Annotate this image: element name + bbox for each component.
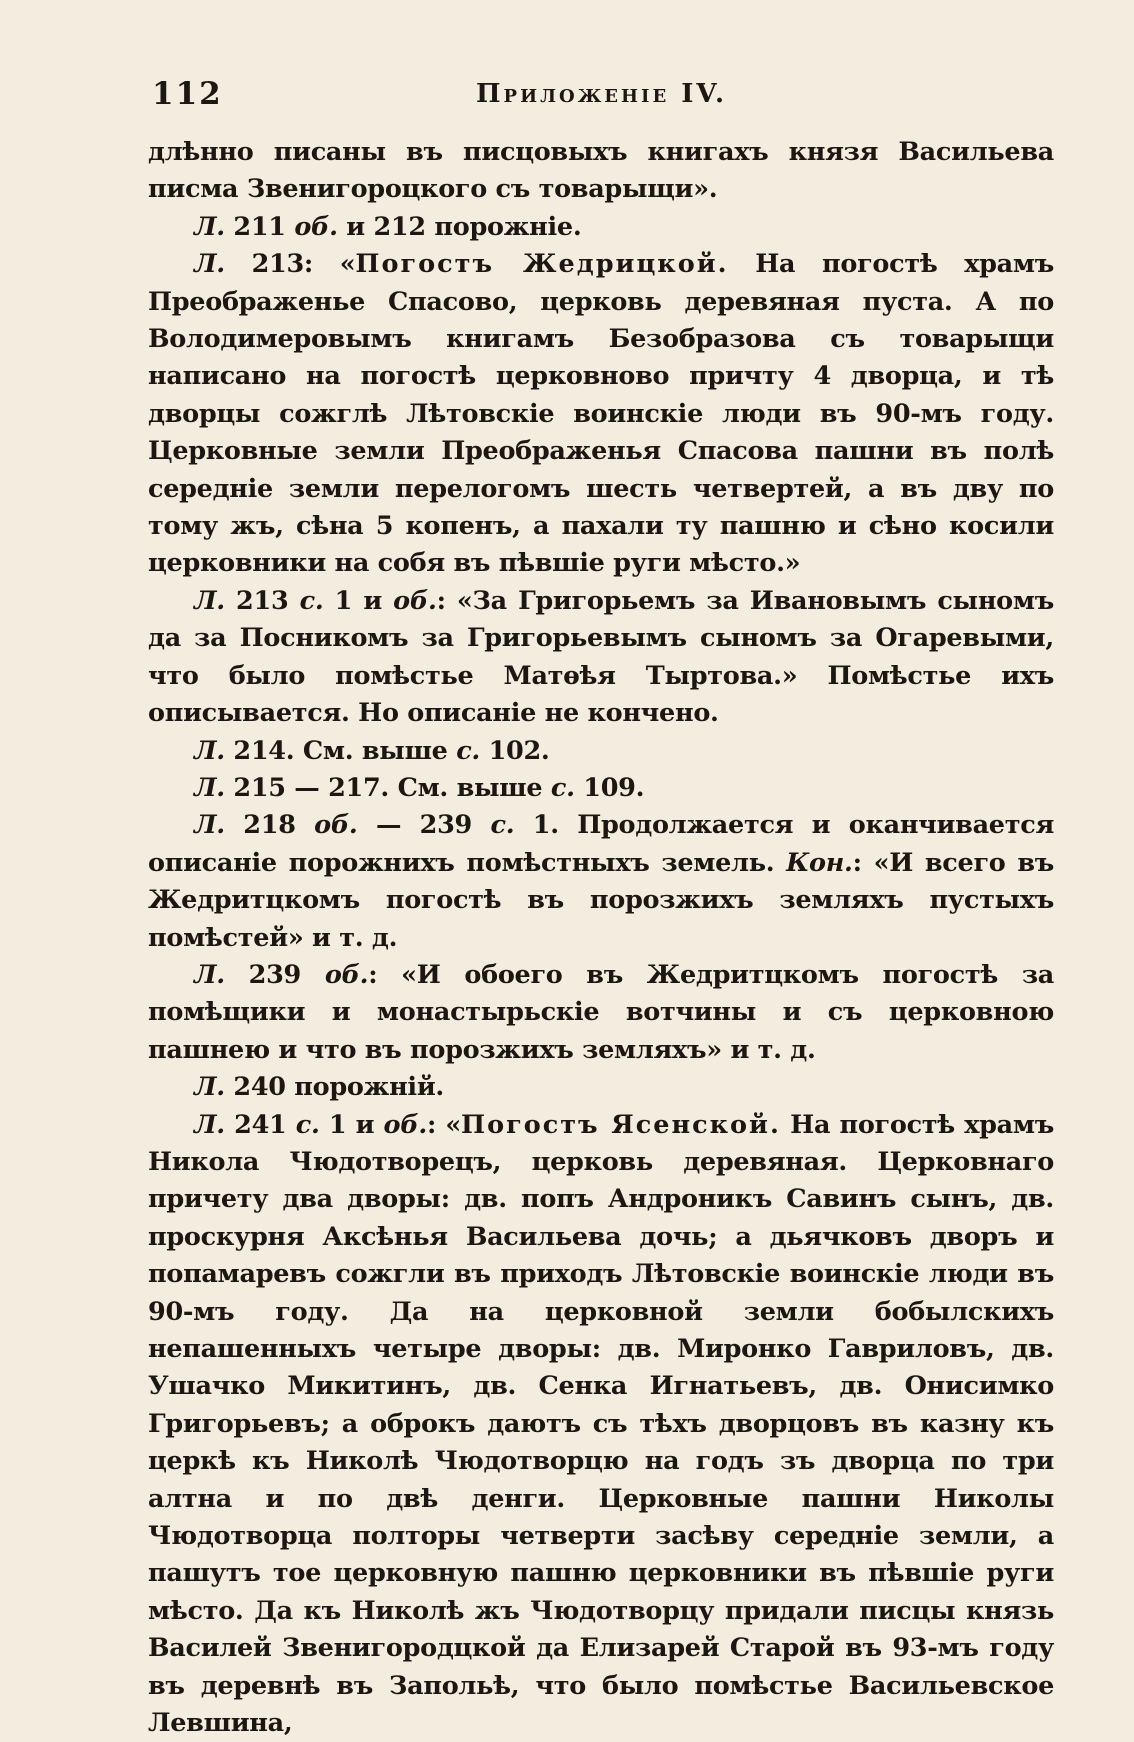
text-run: На погостѣ храмъ Преображенье Спасово, церковь деревяная пуста. А по Володимеровымъ книгамъ Безобразова съ товарыщи написано на погостѣ церковново причту 4 дворца, и тѣ дворцы сожглѣ Лѣтовскіе воинскіе люди въ 90-мъ году. Церковные земли Преображенья Спасова пашни въ полѣ середніе земли перелогомъ шесть четвертей, а въ дву по тому жъ, сѣна 5 копенъ, а пахали ту пашню и сѣно косили церковники на собя въ пѣвшіе руги мѣсто.» xyxy=(148,249,1054,579)
text-run: 211 xyxy=(224,211,295,242)
italic-abbrev: об. xyxy=(383,1109,427,1140)
text-run: 215 — 217. См. выше xyxy=(224,772,551,803)
text-run: 241 xyxy=(224,1109,296,1140)
italic-abbrev: с. xyxy=(490,810,515,841)
text-run: и 212 порожніе. xyxy=(337,211,582,242)
paragraph xyxy=(148,807,1054,957)
text-run: 239 xyxy=(224,959,325,990)
text-run: 213 xyxy=(224,585,300,616)
text-run: 1. Продолжается и оканчивается описаніе порожнихъ помѣстныхъ земель. xyxy=(148,810,1054,878)
text-run: : «И всего въ Жедритцкомъ погостѣ въ порозжихъ земляхъ пустыхъ помѣстей» и т. д. xyxy=(148,847,1055,953)
paragraph xyxy=(148,770,1054,807)
italic-abbrev: с. xyxy=(299,585,324,616)
italic-abbrev: с. xyxy=(295,1109,320,1140)
spaced-heading: Погостъ Ясенской. xyxy=(461,1109,781,1140)
text-run: 1 и xyxy=(319,1109,384,1140)
text-run: : «За Григорьемъ за Ивановымъ сыномъ да за Посникомъ за Григорьевымъ сыномъ за Огаревыми, что было помѣстье Матѳѣя Тыртова.» Помѣстье ихъ описывается. Но описаніе не кончено. xyxy=(148,585,1054,729)
italic-abbrev: Л. xyxy=(194,772,225,803)
running-head: Приложеніе IV. xyxy=(476,79,728,109)
body-text xyxy=(148,134,1054,1742)
paragraph xyxy=(148,134,1054,209)
text-run: : « xyxy=(426,1109,461,1140)
paragraph xyxy=(148,733,1054,770)
spaced-heading: Погостъ Жедрицкой. xyxy=(355,249,729,280)
italic-abbrev: с. xyxy=(550,772,575,803)
italic-abbrev: об. xyxy=(324,959,369,990)
italic-abbrev: Л. xyxy=(194,249,225,280)
paragraph xyxy=(148,1107,1054,1742)
italic-abbrev: об. xyxy=(294,211,338,242)
paragraph xyxy=(148,246,1054,583)
text-run: — 239 xyxy=(357,810,491,841)
text-run: : «И обоего въ Жедритцкомъ погостѣ за помѣщики и монастырьскіе вотчины и съ церковною пашнею и что въ порозжихъ земляхъ» и т. д. xyxy=(148,959,1055,1065)
text-run: 218 xyxy=(224,810,315,841)
text-run: 240 порожній. xyxy=(224,1072,445,1103)
page-number: 112 xyxy=(152,76,223,112)
italic-abbrev: об. xyxy=(393,585,437,616)
italic-abbrev: об. xyxy=(314,810,358,841)
text-run: 213: « xyxy=(224,249,356,280)
text-run: На погостѣ храмъ Никола Чюдотворецъ, церковь деревяная. Церковнаго причету два дворы: дв. попъ Андроникъ Савинъ сынъ, дв. проскурня Аксѣнья Васильева дочь; а дьячковъ дворъ и попамаревъ сожгли въ приходъ Лѣтовскіе воинскіе люди въ 90-мъ году. Да на церковной земли бобылскихъ непашенныхъ четыре дворы: дв. Миронко Гавриловъ, дв. Ушачко Микитинъ, дв. Сенка Игнатьевъ, дв. Онисимко Григорьевъ; а оброкъ даютъ съ тѣхъ дворцовъ въ казну къ церкѣ къ Николѣ Чюдотворцю на годъ зъ дворца по три алтна и по двѣ денги. Церковные пашни Николы Чюдотворца полторы четверти засѣву середніе земли, а пашутъ тое церковную пашню церковники въ пѣвшіе руги мѣсто. Да къ Николѣ жъ Чюдотворцу придали писцы князь Василей Звенигородцкой да Елизарей Старой въ 93-мъ году въ деревнѣ въ Запольѣ, что было помѣстье Васильевское Левшина, xyxy=(148,1109,1055,1739)
text-run: 214. См. выше xyxy=(224,735,457,766)
italic-abbrev: Л. xyxy=(194,1109,225,1140)
paragraph xyxy=(148,957,1054,1069)
italic-abbrev: Кон. xyxy=(786,847,853,878)
italic-abbrev: с. xyxy=(456,735,480,766)
paragraph xyxy=(148,583,1054,733)
italic-abbrev: Л. xyxy=(194,735,225,766)
paragraph xyxy=(148,209,1054,246)
text-run: 102. xyxy=(480,735,550,766)
text-run: 1 и xyxy=(323,585,394,616)
text-run: длѣнно писаны въ писцовыхъ книгахъ князя Васильева писма Звенигороцкого съ товарыщи». xyxy=(148,137,1054,205)
italic-abbrev: Л. xyxy=(194,959,225,990)
italic-abbrev: Л. xyxy=(194,585,225,616)
text-run: 109. xyxy=(574,772,645,803)
italic-abbrev: Л. xyxy=(194,1072,225,1103)
italic-abbrev: Л. xyxy=(194,211,225,242)
paragraph xyxy=(148,1069,1054,1106)
italic-abbrev: Л. xyxy=(194,810,225,841)
page-header xyxy=(148,76,1054,116)
